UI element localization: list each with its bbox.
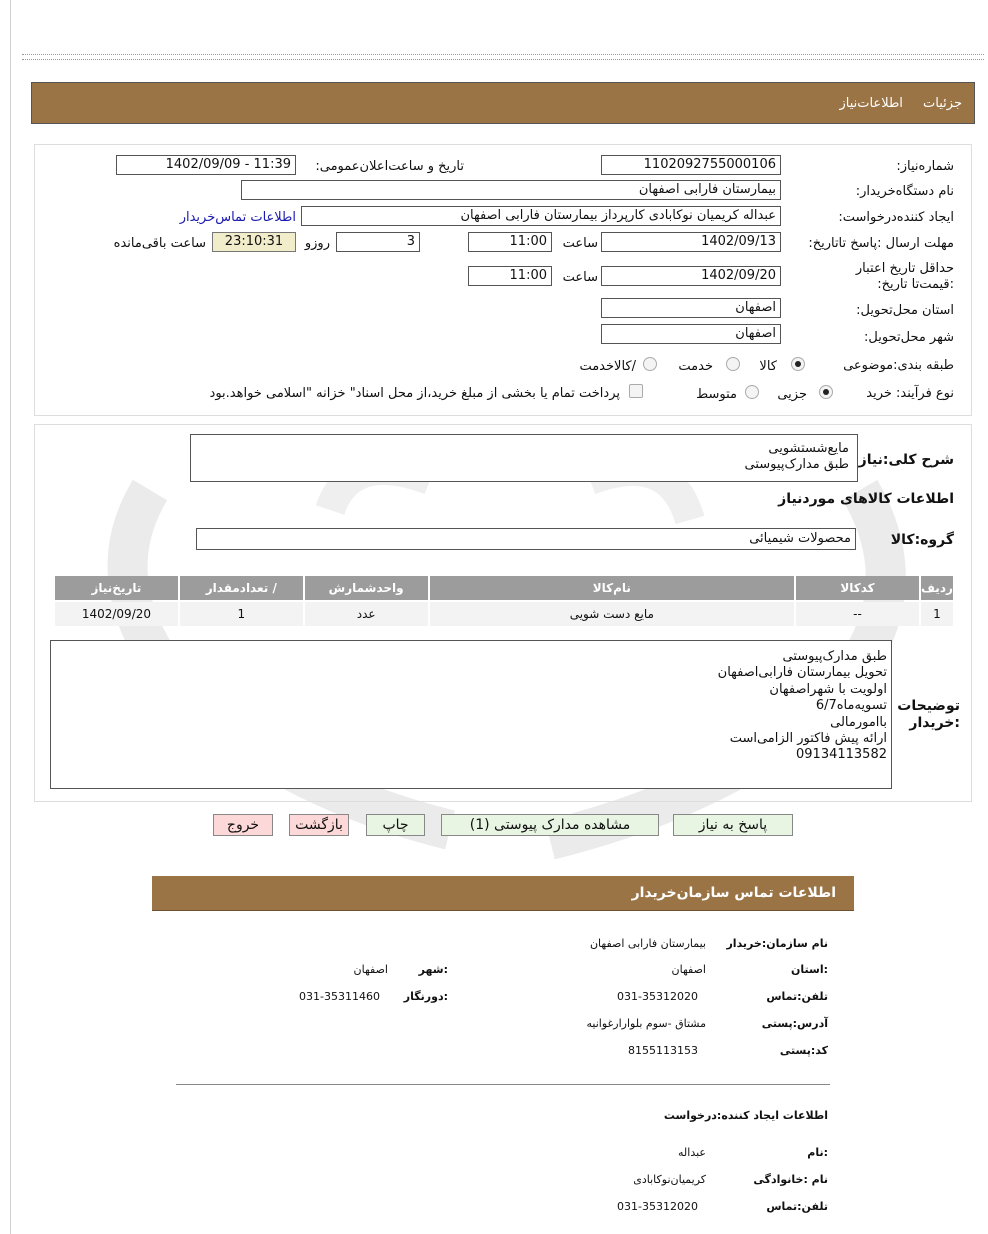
contact-phone-value: 031-35312020 [617, 990, 698, 1003]
category-service-radio[interactable] [726, 357, 740, 371]
creator-section-title: اطلاعات ایجاد کننده:درخواست [663, 1109, 828, 1122]
buyer-contact-link[interactable]: اطلاعات تماس‌خریدار [179, 210, 296, 225]
province-label: استان محل‌تحویل: [856, 303, 954, 318]
buyer-org-field[interactable]: بیمارستان فارابی اصفهان [241, 180, 781, 200]
buyer-org-label: نام دستگاه‌خریدار: [855, 184, 954, 199]
category-service-label: خدمت [678, 359, 713, 374]
goods-group-label: گروه:کالا [890, 532, 954, 548]
exit-button[interactable]: خروج [213, 814, 273, 836]
col-row: ردیف [921, 576, 953, 600]
note-line: طبق مدارک‌پیوستی [782, 649, 887, 664]
note-line: 09134113582 [796, 747, 887, 763]
category-both-radio[interactable] [643, 357, 657, 371]
col-qty: / تعدادمقدار [180, 576, 303, 600]
need-number-label: شماره‌نیاز: [896, 159, 954, 174]
process-partial-radio[interactable] [819, 385, 833, 399]
remaining-label: ساعت باقی‌مانده [113, 236, 206, 251]
creator-family-label: نام :خانوادگی [753, 1173, 828, 1186]
page-left-border [10, 0, 11, 1234]
province-field[interactable]: اصفهان [601, 298, 781, 318]
deadline-date-field[interactable]: 1402/09/13 [601, 232, 781, 252]
contact-province-label: :استان [791, 963, 828, 976]
buyer-notes-label: توضیحات :خریدار [897, 698, 960, 731]
city-field[interactable]: اصفهان [601, 324, 781, 344]
contact-org-value: بیمارستان فارابی اصفهان [589, 937, 706, 950]
tab-details[interactable]: جزئیات [923, 96, 962, 111]
cell-row: 1 [921, 602, 953, 626]
category-goods-radio[interactable] [791, 357, 805, 371]
summary-label: شرح کلی:نیاز [858, 452, 954, 468]
contact-org-label: نام سازمان:خریدار [726, 937, 828, 950]
creator-label: ایجاد کننده‌درخواست: [838, 210, 954, 225]
note-line: اولویت با شهراصفهان [769, 681, 887, 697]
validity-date-field[interactable]: 1402/09/20 [601, 266, 781, 286]
deadline-label: مهلت ارسال :پاسخ تا‌تاریخ: [808, 236, 954, 251]
note-line: باامورمالی [830, 714, 887, 730]
summary-line-2: طبق مدارک‌پیوستی [744, 457, 849, 472]
view-documents-button[interactable]: مشاهده مدارک پیوستی (1) [441, 814, 659, 836]
top-divider [22, 54, 984, 60]
contact-address-value: مشتاق -سوم بلوارارغوانیه [586, 1017, 706, 1030]
contact-postal-label: کد:پستی [779, 1044, 828, 1057]
deadline-time-label: ساعت [562, 236, 598, 251]
validity-label: حداقل تاریخ اعتبار :قیمت‌تا تاریخ: [855, 261, 954, 292]
creator-name-value: عبداله [678, 1146, 706, 1159]
reply-button[interactable]: پاسخ به نیاز [673, 814, 793, 836]
creator-family-value: کریمیان‌نوکابادی [633, 1173, 706, 1186]
goods-info-heading: اطلاعات کالاهای موردنیاز [778, 491, 954, 507]
col-name: نام‌کالا [430, 576, 795, 600]
cell-name: مایع دست شویی [430, 602, 795, 626]
goods-group-field[interactable]: محصولات شیمیائی [196, 528, 856, 550]
contact-postal-value: 8155113153 [628, 1044, 698, 1057]
contact-province-value: اصفهان [671, 963, 706, 976]
contact-phone-label: تلفن:تماس [766, 990, 828, 1003]
creator-phone-value: 031-35312020 [617, 1200, 698, 1213]
summary-line-1: مایع‌شستشویی [768, 441, 849, 456]
process-partial-label: جزیی [777, 387, 807, 402]
contact-address-label: آدرس:پستی [761, 1017, 828, 1030]
process-label: نوع فرآیند: خرید [866, 386, 954, 401]
cell-date: 1402/09/20 [55, 602, 178, 626]
validity-time-label: ساعت [562, 270, 598, 285]
contact-fax-value: 031-35311460 [299, 990, 380, 1003]
table-row[interactable] [55, 602, 953, 626]
note-line: تسویه‌ماه6/7 [815, 698, 887, 714]
deadline-time-field[interactable]: 11:00 [468, 232, 552, 252]
creator-name-label: :نام [807, 1146, 828, 1159]
cell-unit: عدد [305, 602, 428, 626]
col-date: تاریخ‌نیاز [55, 576, 178, 600]
print-button[interactable]: چاپ [366, 814, 425, 836]
tab-need-info[interactable]: اطلاعات‌نیاز [839, 96, 903, 111]
contact-city-value: اصفهان [353, 963, 388, 976]
note-line: ارائه پیش فاکتور الزامی‌است [729, 731, 887, 747]
contact-fax-label: :دورنگار [403, 990, 448, 1003]
category-label: طبقه بندی:موضوعی [843, 358, 954, 373]
category-both-label: /کالاخدمت [579, 359, 636, 374]
process-medium-radio[interactable] [745, 385, 759, 399]
buyer-notes-box [50, 640, 892, 789]
items-table [53, 574, 955, 628]
cell-qty: 1 [180, 602, 303, 626]
note-line: تحویل بیمارستان فارابی‌اصفهان [717, 665, 887, 681]
cell-code: -- [796, 602, 919, 626]
creator-field[interactable]: عبداله کریمیان نوکابادی کارپرداز بیمارستان فارابی اصفهان [301, 206, 781, 226]
process-medium-label: متوسط [696, 387, 737, 402]
items-table-header [55, 576, 953, 600]
back-button[interactable]: بازگشت [289, 814, 349, 836]
days-label: روزو [304, 236, 330, 251]
col-unit: واحدشمارش [305, 576, 428, 600]
creator-phone-label: تلفن:تماس [766, 1200, 828, 1213]
days-field[interactable]: 3 [336, 232, 420, 252]
contact-section-header: اطلاعات تماس سازمان‌خریدار [152, 876, 854, 911]
contact-city-label: :شهر [418, 963, 448, 976]
need-number-field[interactable]: 1102092755000106 [601, 155, 781, 175]
header-bar [31, 82, 975, 124]
city-label: شهر محل‌تحویل: [864, 330, 954, 345]
payment-checkbox[interactable] [629, 384, 643, 398]
payment-note: پرداخت تمام یا بخشی از مبلغ خرید،از محل اسناد" خزانه "اسلامی خواهد.بود [209, 386, 620, 401]
announce-label: تاریخ و ساعت‌اعلان‌عمومی: [315, 159, 464, 174]
contact-divider [176, 1084, 830, 1085]
announce-field[interactable]: 1402/09/09 - 11:39 [116, 155, 296, 175]
summary-box [190, 434, 858, 482]
col-code: کدکالا [796, 576, 919, 600]
category-goods-label: کالا [759, 359, 777, 374]
items-table-wrap [53, 574, 955, 628]
remaining-time: 23:10:31 [212, 232, 296, 252]
validity-time-field[interactable]: 11:00 [468, 266, 552, 286]
